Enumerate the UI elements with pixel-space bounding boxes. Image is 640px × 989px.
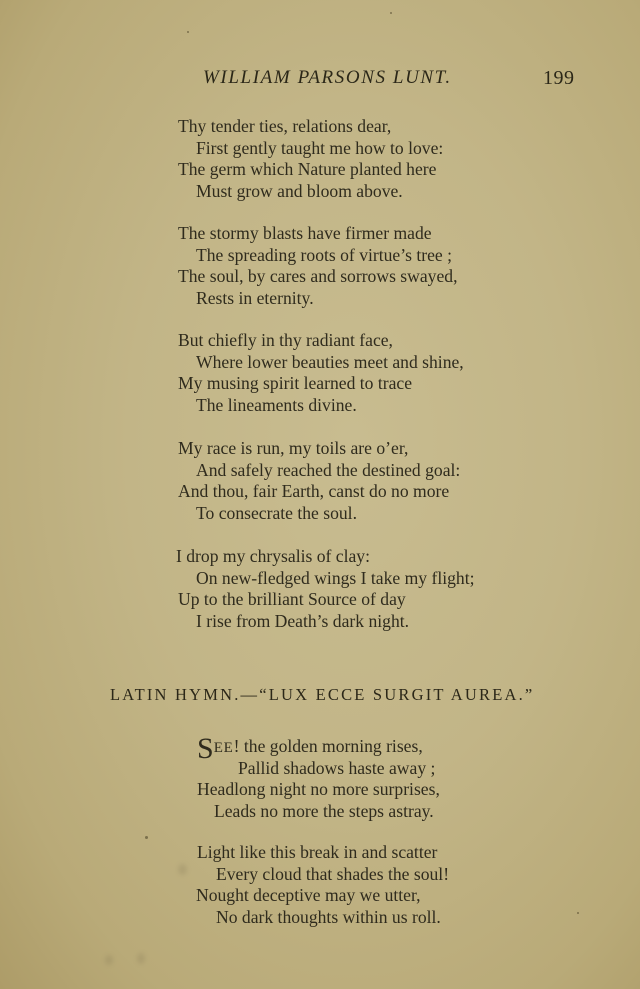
verse-line: No dark thoughts within us roll. [216,907,441,927]
page-number: 199 [543,67,575,89]
drop-cap: S [197,732,214,765]
verse-line: To consecrate the soul. [196,503,357,523]
first-line-rest: ! the golden morning rises, [233,736,423,756]
verse-line: First gently taught me how to love: [196,138,444,158]
verse-line: Up to the brilliant Source of day [178,589,406,609]
verse-line: I rise from Death’s dark night. [196,611,410,631]
verse-line: I drop my chrysalis of clay: [176,546,370,566]
verse-line: Where lower beauties meet and shine, [196,352,464,372]
verse-line: The stormy blasts have firmer made [178,223,432,243]
verse-line: But chiefly in thy radiant face, [178,330,393,350]
running-head [0,67,640,95]
running-head-title: WILLIAM PARSONS LUNT. [203,67,452,88]
verse-line: Headlong night no more surprises, [197,779,440,799]
verse-line: My race is run, my toils are o’er, [178,438,409,458]
verse-line: Thy tender ties, relations dear, [178,116,392,136]
verse-line: Nought deceptive may we utter, [196,885,421,905]
verse-line: And thou, fair Earth, canst do no more [178,481,450,501]
verse-line: The spreading roots of virtue’s tree ; [196,245,453,265]
verse-line: My musing spirit learned to trace [178,373,413,393]
paper-speck [145,836,148,839]
paper-smudge [105,955,113,965]
verse-line: On new-fledged wings I take my flight; [196,568,475,588]
verse-line: The soul, by cares and sorrows swayed, [178,266,458,286]
verse-line: The lineaments divine. [196,395,357,415]
paper-smudge [137,953,145,964]
verse-line: Every cloud that shades the soul! [216,864,450,884]
paper-smudge [178,864,187,875]
verse-line: Rests in eternity. [196,288,314,308]
paper-speck [577,912,579,914]
verse-line: Must grow and bloom above. [196,181,403,201]
paper-speck [187,31,189,33]
verse-line: Leads no more the steps astray. [214,801,434,821]
verse-line: And safely reached the destined goal: [196,460,461,480]
paper-speck [390,12,392,14]
small-caps-word: EE [213,740,234,756]
poem-heading: LATIN HYMN.—“LUX ECCE SURGIT AUREA.” [110,685,535,704]
verse-line: The germ which Nature planted here [178,159,437,179]
verse-line: Pallid shadows haste away ; [238,758,436,778]
verse-line: Light like this break in and scatter [197,842,438,862]
